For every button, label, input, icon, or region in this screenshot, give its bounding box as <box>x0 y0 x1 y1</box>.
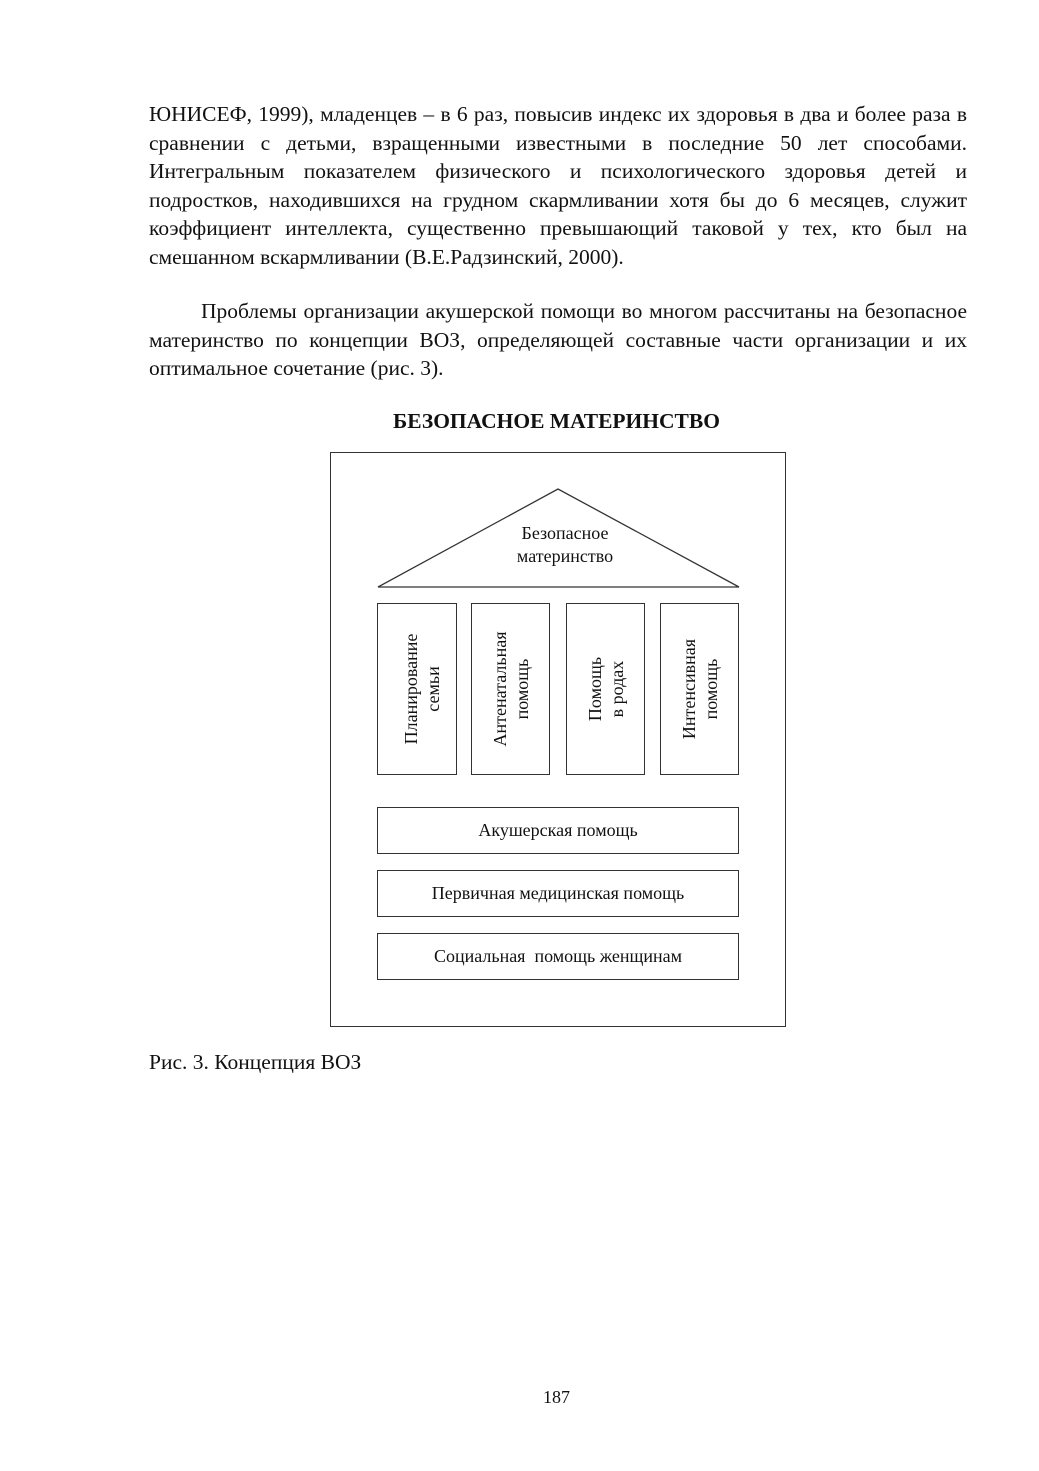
pillar-4-line1: Интенсивная <box>678 638 699 740</box>
pillar-intensive-care <box>660 603 739 775</box>
pillar-1-line1: Планирование <box>401 633 421 745</box>
pillar-1-line2: семьи <box>423 666 443 712</box>
roof-label-line1: Безопасное <box>521 523 609 543</box>
band-obstetric-care: Акушерская помощь <box>377 807 739 854</box>
paragraph-1: ЮНИСЕФ, 1999), младенцев – в 6 раз, повысив индекс их здоровья в два и более раза в сравнении с детьми, взращенными известными в последние 50 лет способами. Интегральным показателем физического и психологического здоровья детей и подростков, находившихся на грудном скармливании хотя бы до 6 месяцев, служит коэффициент интеллекта, существенно превышающий таковой у тех, кто был на смешанном вскармливании (В.Е.Радзинский, 2000). <box>149 102 967 269</box>
pillar-3-line2: в родах <box>606 660 627 718</box>
band-social-care: Социальная помощь женщинам <box>377 933 739 980</box>
pillar-birth-care <box>566 603 645 775</box>
paragraph-2: Проблемы организации акушерской помощи во многом рассчитаны на безопасное материнство по концепции ВОЗ, определяющей составные части организации и их оптимальное сочетание (рис. 3). <box>149 299 967 381</box>
pillar-family-planning <box>377 603 457 775</box>
pillar-antenatal-care <box>471 603 550 775</box>
pillar-3-line1: Помощь <box>584 656 605 722</box>
pillar-2-line2: помощь <box>511 658 532 720</box>
band-primary-care: Первичная медицинская помощь <box>377 870 739 917</box>
pillar-2-line1: Антенатальная <box>489 631 510 747</box>
page-number: 187 <box>543 1387 570 1407</box>
roof-label <box>470 522 660 568</box>
roof-label-line2: материнство <box>516 546 614 566</box>
figure-caption: Рис. 3. Концепция ВОЗ <box>149 1050 362 1074</box>
pillar-4-line2: помощь <box>700 658 721 720</box>
figure-title: БЕЗОПАСНОЕ МАТЕРИНСТВО <box>393 409 720 433</box>
